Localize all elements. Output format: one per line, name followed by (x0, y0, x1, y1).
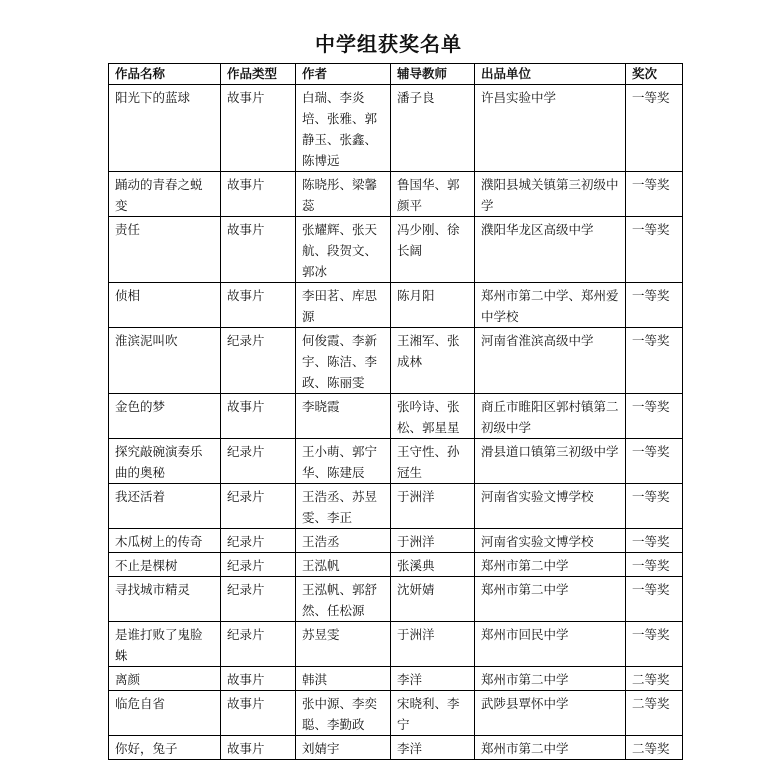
cell-unit: 郑州市回民中学 (475, 622, 626, 667)
cell-work-type: 纪录片 (221, 553, 296, 577)
cell-authors: 王泓帆、郭舒然、任松源 (296, 577, 391, 622)
cell-prize: 一等奖 (626, 172, 683, 217)
cell-work-name: 不止是棵树 (109, 553, 221, 577)
table-row (109, 736, 683, 760)
cell-unit: 郑州市第二中学 (475, 577, 626, 622)
cell-prize: 一等奖 (626, 529, 683, 553)
cell-authors: 李田茗、库思源 (296, 283, 391, 328)
cell-prize: 一等奖 (626, 217, 683, 283)
cell-teachers: 宋晓利、李宁 (391, 691, 475, 736)
cell-work-name: 临危自省 (109, 691, 221, 736)
cell-prize: 一等奖 (626, 394, 683, 439)
cell-prize: 二等奖 (626, 736, 683, 760)
cell-prize: 一等奖 (626, 622, 683, 667)
cell-work-name: 离颜 (109, 667, 221, 691)
cell-work-type: 故事片 (221, 736, 296, 760)
cell-teachers: 李洋 (391, 667, 475, 691)
cell-teachers: 王守性、孙冠生 (391, 439, 475, 484)
cell-authors: 何俊霞、李新宇、陈洁、李政、陈丽雯 (296, 328, 391, 394)
cell-work-type: 故事片 (221, 691, 296, 736)
cell-work-name: 木瓜树上的传奇 (109, 529, 221, 553)
cell-work-name: 侦相 (109, 283, 221, 328)
cell-authors: 王浩丞 (296, 529, 391, 553)
cell-unit: 郑州市第二中学 (475, 667, 626, 691)
table-row (109, 553, 683, 577)
cell-work-type: 纪录片 (221, 484, 296, 529)
awards-table (108, 63, 683, 760)
cell-work-type: 纪录片 (221, 328, 296, 394)
cell-unit: 武陟县覃怀中学 (475, 691, 626, 736)
cell-work-name: 探究敲碗演奏乐曲的奥秘 (109, 439, 221, 484)
cell-prize: 一等奖 (626, 283, 683, 328)
cell-authors: 王泓帆 (296, 553, 391, 577)
cell-teachers: 于洲洋 (391, 622, 475, 667)
cell-work-type: 故事片 (221, 283, 296, 328)
cell-prize: 一等奖 (626, 577, 683, 622)
cell-work-name: 阳光下的蓝球 (109, 85, 221, 172)
cell-authors: 韩淇 (296, 667, 391, 691)
cell-unit: 河南省实验文博学校 (475, 529, 626, 553)
cell-authors: 王浩丞、苏昱雯、李正 (296, 484, 391, 529)
table-row (109, 328, 683, 394)
cell-unit: 郑州市第二中学 (475, 736, 626, 760)
table-row (109, 622, 683, 667)
cell-unit: 郑州市第二中学、郑州爱中学校 (475, 283, 626, 328)
cell-work-type: 纪录片 (221, 529, 296, 553)
cell-work-type: 故事片 (221, 172, 296, 217)
cell-teachers: 鲁国华、郭颜平 (391, 172, 475, 217)
table-row (109, 217, 683, 283)
cell-work-type: 故事片 (221, 85, 296, 172)
cell-unit: 滑县道口镇第三初级中学 (475, 439, 626, 484)
header-work-type: 作品类型 (221, 64, 296, 85)
cell-teachers: 张溪典 (391, 553, 475, 577)
cell-work-name: 是谁打败了鬼脸蛛 (109, 622, 221, 667)
cell-authors: 张中源、李奕聪、李勤政 (296, 691, 391, 736)
cell-authors: 陈晓彤、梁馨蕊 (296, 172, 391, 217)
cell-prize: 一等奖 (626, 484, 683, 529)
cell-teachers: 潘子良 (391, 85, 475, 172)
cell-prize: 二等奖 (626, 667, 683, 691)
header-teachers: 辅导教师 (391, 64, 475, 85)
cell-work-type: 纪录片 (221, 577, 296, 622)
cell-unit: 濮阳县城关镇第三初级中学 (475, 172, 626, 217)
table-row (109, 394, 683, 439)
cell-authors: 王小萌、郭宁华、陈建辰 (296, 439, 391, 484)
table-row (109, 691, 683, 736)
cell-work-name: 踊动的青春之蜕变 (109, 172, 221, 217)
cell-unit: 商丘市睢阳区郭村镇第二初级中学 (475, 394, 626, 439)
header-work-name: 作品名称 (109, 64, 221, 85)
table-header-row (109, 64, 683, 85)
table-row (109, 667, 683, 691)
cell-work-type: 故事片 (221, 394, 296, 439)
cell-teachers: 于洲洋 (391, 529, 475, 553)
cell-unit: 河南省淮滨高级中学 (475, 328, 626, 394)
cell-work-type: 故事片 (221, 667, 296, 691)
cell-prize: 一等奖 (626, 553, 683, 577)
cell-work-type: 故事片 (221, 217, 296, 283)
table-row (109, 283, 683, 328)
cell-unit: 郑州市第二中学 (475, 553, 626, 577)
cell-work-name: 责任 (109, 217, 221, 283)
cell-work-type: 纪录片 (221, 439, 296, 484)
table-row (109, 439, 683, 484)
cell-teachers: 陈月阳 (391, 283, 475, 328)
cell-work-name: 你好，兔子 (109, 736, 221, 760)
header-authors: 作者 (296, 64, 391, 85)
cell-work-type: 纪录片 (221, 622, 296, 667)
cell-teachers: 李洋 (391, 736, 475, 760)
cell-teachers: 王湘军、张成林 (391, 328, 475, 394)
cell-teachers: 沈妍婧 (391, 577, 475, 622)
cell-prize: 二等奖 (626, 691, 683, 736)
table-row (109, 172, 683, 217)
table-row (109, 529, 683, 553)
header-unit: 出品单位 (475, 64, 626, 85)
cell-prize: 一等奖 (626, 328, 683, 394)
cell-prize: 一等奖 (626, 85, 683, 172)
header-prize: 奖次 (626, 64, 683, 85)
table-row (109, 484, 683, 529)
cell-authors: 白瑞、李炎培、张雅、郭静玉、张鑫、陈博远 (296, 85, 391, 172)
table-row (109, 85, 683, 172)
cell-teachers: 于洲洋 (391, 484, 475, 529)
cell-authors: 李晓霞 (296, 394, 391, 439)
cell-work-name: 寻找城市精灵 (109, 577, 221, 622)
cell-authors: 张耀辉、张天航、段贺文、郭冰 (296, 217, 391, 283)
cell-work-name: 淮滨泥叫吹 (109, 328, 221, 394)
cell-unit: 河南省实验文博学校 (475, 484, 626, 529)
cell-unit: 许昌实验中学 (475, 85, 626, 172)
cell-teachers: 张吟诗、张松、郭星星 (391, 394, 475, 439)
cell-teachers: 冯少刚、徐长阔 (391, 217, 475, 283)
table-row (109, 577, 683, 622)
cell-authors: 苏昱雯 (296, 622, 391, 667)
cell-unit: 濮阳华龙区高级中学 (475, 217, 626, 283)
page-title: 中学组获奖名单 (315, 32, 462, 56)
cell-authors: 刘婧宇 (296, 736, 391, 760)
cell-work-name: 我还活着 (109, 484, 221, 529)
cell-work-name: 金色的梦 (109, 394, 221, 439)
cell-prize: 一等奖 (626, 439, 683, 484)
